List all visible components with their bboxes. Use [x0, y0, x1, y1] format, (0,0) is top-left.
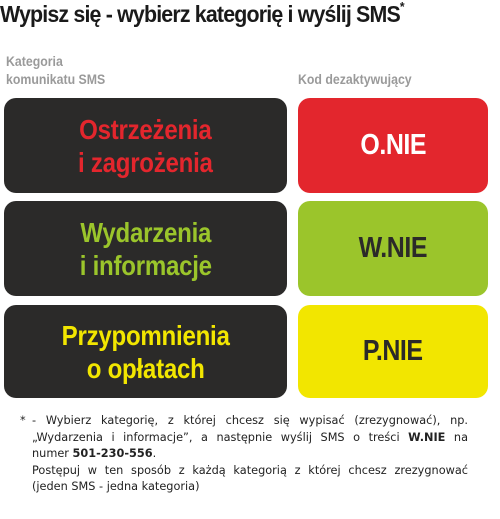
footnote-line1: - Wybierz kategorię, z której chcesz się wypisać (zrezygnować), np.: [32, 414, 468, 427]
footnote-star: *: [20, 414, 26, 427]
code-text-warnings: O.NIE: [360, 129, 426, 161]
code-column-header: Kod dezaktywujący: [298, 71, 412, 87]
category-box-warnings: [4, 98, 287, 193]
category-header-line2: komunikatu SMS: [6, 71, 106, 87]
footnote-line2: „Wydarzenia i informacje”, a następnie wyślij SMS o treści W.NIE na: [32, 430, 469, 444]
category-text-payments: [62, 319, 230, 385]
code-box-warnings: [298, 98, 488, 193]
title-text: Wypisz się - wybierz kategorię i wyślij SMS: [0, 1, 400, 27]
category-column-header: [6, 52, 147, 88]
footnote-line4: Postępuj w ten sposób z każdą kategorią z której chcesz zrezygnować: [32, 463, 468, 477]
title-footnote-mark: *: [399, 0, 404, 14]
code-box-payments: [298, 305, 488, 398]
footnote-line3: numer 501-230-556.: [32, 447, 157, 461]
category-text-warnings: [78, 113, 213, 179]
code-text-payments: P.NIE: [363, 335, 423, 367]
category-box-events: [4, 201, 287, 296]
category-text-events: [79, 216, 211, 282]
footnote-line5: (jeden SMS - jedna kategoria): [32, 480, 200, 494]
category-line2: o opłatach: [86, 352, 205, 384]
code-text-events: W.NIE: [358, 232, 428, 264]
sms-number: 501-230-556: [72, 447, 153, 461]
category-header-line1: Kategoria: [6, 53, 63, 69]
category-line1: Wydarzenia: [80, 216, 211, 248]
footnote: [20, 413, 468, 496]
code-box-events: [298, 201, 488, 296]
category-line2: i informacje: [79, 249, 212, 281]
category-line1: Ostrzeżenia: [79, 113, 212, 145]
category-box-payments: [4, 305, 287, 398]
deactivation-code-example: W.NIE: [408, 430, 446, 444]
category-line2: i zagrożenia: [78, 146, 213, 178]
category-line1: Przypomnienia: [61, 319, 230, 351]
page-title: [0, 0, 465, 30]
